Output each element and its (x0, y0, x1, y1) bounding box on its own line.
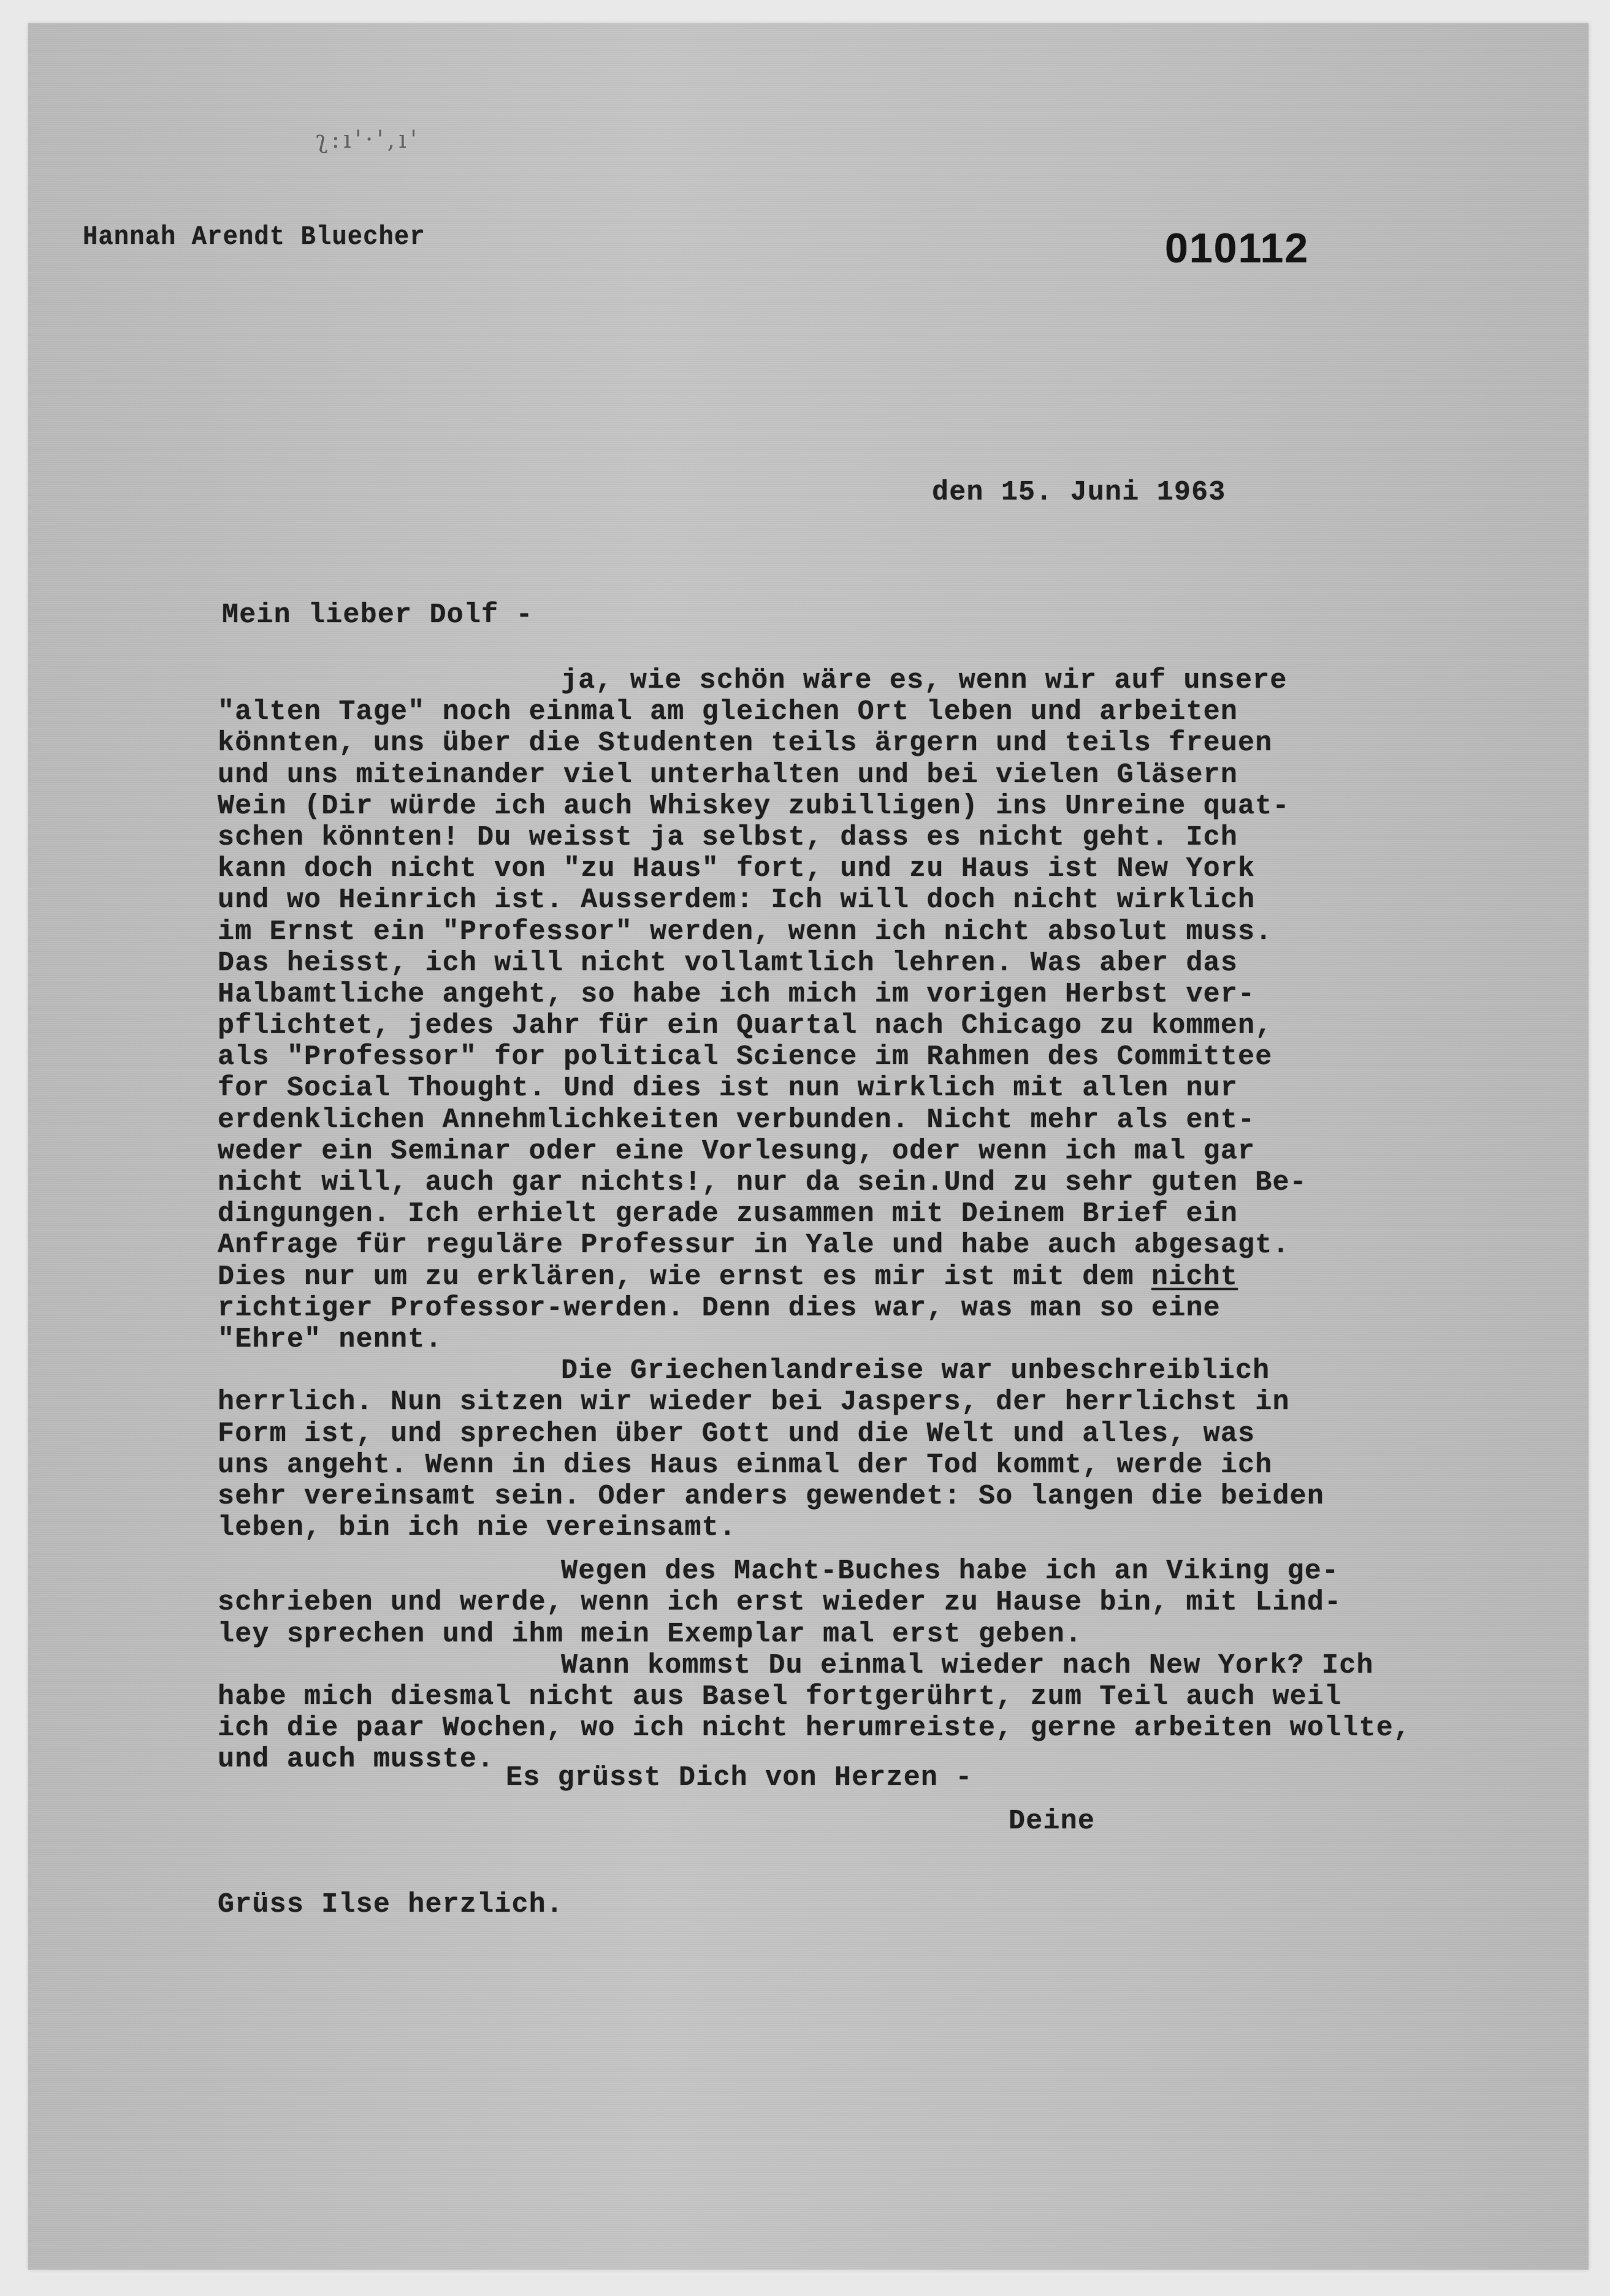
body-line: und uns miteinander viel unterhalten und bei vielen Gläsern (218, 759, 1238, 791)
body-line: nicht will, auch gar nichts!, nur da sein.Und zu sehr guten Be- (218, 1167, 1307, 1198)
body-line: könnten, uns über die Studenten teils ärgern und teils freuen (218, 728, 1273, 759)
handwritten-mark: ʅ:ı'·',ı' (316, 126, 421, 154)
body-line: richtiger Professor-werden. Denn dies war, was man so eine (218, 1292, 1221, 1324)
body-line: Anfrage für reguläre Professur in Yale und habe auch abgesagt. (218, 1230, 1290, 1261)
body-line: schrieben und werde, wenn ich erst wieder zu Hause bin, mit Lind- (218, 1587, 1342, 1619)
body-line: pflichtet, jedes Jahr für ein Quartal nach Chicago zu kommen, (218, 1010, 1273, 1042)
paragraph-3 (218, 1556, 1475, 1650)
closing-line: Es grüsst Dich von Herzen - (506, 1762, 973, 1793)
body-line: ich die paar Wochen, wo ich nicht herumreiste, gerne arbeiten wollte, (218, 1712, 1411, 1744)
body-line: und wo Heinrich ist. Ausserdem: Ich will doch nicht wirklich (218, 884, 1256, 916)
body-line: Halbamtliche angeht, so habe ich mich im vorigen Herbst ver- (218, 978, 1256, 1010)
postscript: Grüss Ilse herzlich. (218, 1889, 564, 1920)
body-line: Wann kommst Du einmal wieder nach New York? Ich (561, 1649, 1374, 1681)
salutation: Mein lieber Dolf - (222, 599, 533, 631)
paragraph-4 (218, 1650, 1475, 1776)
body-line: Das heisst, ich will nicht vollamtlich lehren. Was aber das (218, 947, 1238, 979)
body-line: und auch musste. (218, 1744, 495, 1776)
body-line: leben, bin ich nie vereinsamt. (218, 1512, 737, 1544)
underlined-word: nicht (1151, 1261, 1238, 1293)
body-line: ja, wie schön wäre es, wenn wir auf unsere (561, 665, 1288, 696)
body-line: "Ehre" nennt. (218, 1323, 443, 1355)
body-line: erdenklichen Annehmlichkeiten verbunden. Nicht mehr als ent- (218, 1104, 1256, 1136)
body-line: sehr vereinsamt sein. Oder anders gewendet: So langen die beiden (218, 1480, 1325, 1512)
sender-name: Hannah Arendt Bluecher (83, 222, 425, 253)
signature: Deine (1009, 1805, 1096, 1837)
paragraph-1 (218, 665, 1475, 1355)
body-line-text: Dies nur um zu erklären, wie ernst es mir ist mit dem (218, 1261, 1152, 1293)
body-line: Wein (Dir würde ich auch Whiskey zubilligen) ins Unreine quat- (218, 790, 1290, 822)
body-line: for Social Thought. Und dies ist nun wirklich mit allen nur (218, 1073, 1238, 1104)
body-line: habe mich diesmal nicht aus Basel fortgerührt, zum Teil auch weil (218, 1681, 1342, 1712)
paragraph-gap (218, 1543, 1475, 1556)
body-line: schen könnten! Du weisst ja selbst, dass es nicht geht. Ich (218, 821, 1238, 853)
paragraph-2 (218, 1355, 1475, 1543)
letter-body (218, 665, 1475, 1837)
body-line: herrlich. Nun sitzen wir wieder bei Jaspers, der herrlichst in (218, 1386, 1290, 1418)
body-line: "alten Tage" noch einmal am gleichen Ort leben und arbeiten (218, 696, 1238, 728)
body-line: im Ernst ein "Professor" werden, wenn ich nicht absolut muss. (218, 916, 1273, 948)
body-line: weder ein Seminar oder eine Vorlesung, oder wenn ich mal gar (218, 1135, 1256, 1167)
body-line: Form ist, und sprechen über Gott und die Welt und alles, was (218, 1418, 1256, 1450)
body-line: dingungen. Ich erhielt gerade zusammen mit Deinem Brief ein (218, 1198, 1238, 1230)
document-number: 010112 (1165, 225, 1310, 272)
body-line: kann doch nicht von "zu Haus" fort, und zu Haus ist New York (218, 853, 1256, 885)
letter-date: den 15. Juni 1963 (932, 477, 1226, 508)
body-line-with-emphasis (218, 1261, 1475, 1293)
body-line: als "Professor" for political Science im Rahmen des Committee (218, 1041, 1273, 1073)
body-line: ley sprechen und ihm mein Exemplar mal erst geben. (218, 1618, 1083, 1650)
body-line: uns angeht. Wenn in dies Haus einmal der Tod kommt, werde ich (218, 1449, 1273, 1481)
body-line: Die Griechenlandreise war unbeschreiblich (561, 1355, 1270, 1387)
body-line: Wegen des Macht-Buches habe ich an Viking ge- (561, 1556, 1340, 1587)
